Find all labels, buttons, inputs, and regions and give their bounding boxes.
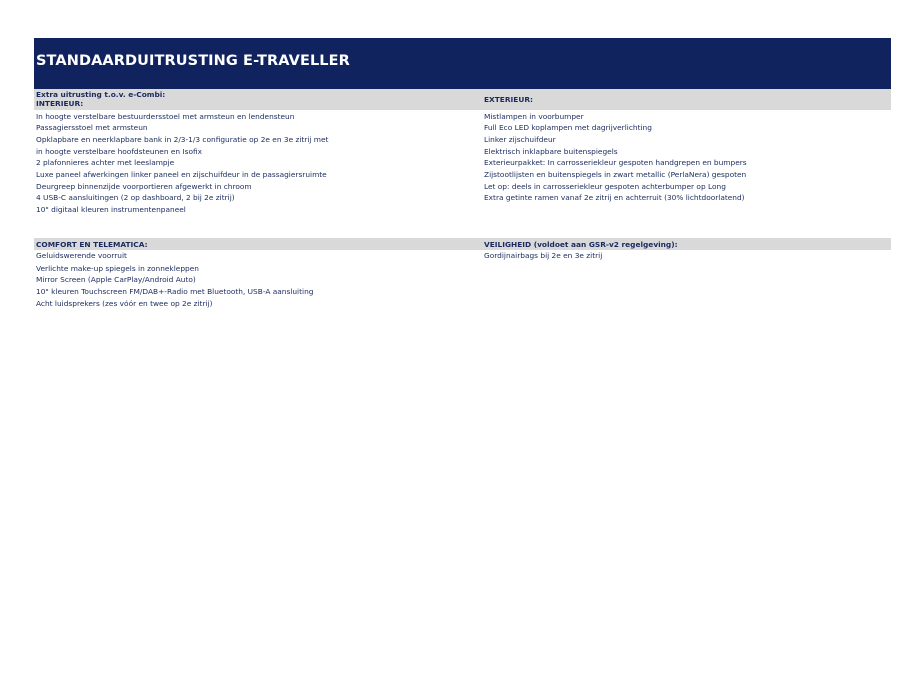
list-item: Let op: deels in carrosseriekleur gespoten achterbumper op Long <box>484 181 726 191</box>
list-item: Mirror Screen (Apple CarPlay/Android Auto) <box>36 275 196 285</box>
comfort-heading: COMFORT EN TELEMATICA: <box>36 239 148 249</box>
section-subtitle: Extra uitrusting t.o.v. e-Combi: <box>36 90 166 99</box>
list-item: Acht luidsprekers (zes vóór en twee op 2e zitrij) <box>36 298 213 308</box>
list-item: Passagiersstoel met armsteun <box>36 123 148 133</box>
exterieur-heading: EXTERIEUR: <box>484 94 533 104</box>
section-header <box>34 89 891 110</box>
list-item: 2 plafonnieres achter met leeslampje <box>36 158 175 168</box>
list-item: Linker zijschuifdeur <box>484 134 556 144</box>
veiligheid-list <box>484 250 602 262</box>
interieur-heading: INTERIEUR: <box>36 99 84 108</box>
title-bar <box>34 38 891 89</box>
list-item: in hoogte verstelbare hoofdsteunen en Isofix <box>36 146 203 156</box>
list-item: Full Eco LED koplampen met dagrijverlichting <box>484 123 652 133</box>
comfort-list <box>36 263 313 310</box>
comfort-first-item <box>36 250 127 262</box>
list-item: Extra getinte ramen vanaf 2e zitrij en achterruit (30% lichtdoorlatend) <box>484 193 745 203</box>
list-item: 10" digitaal kleuren instrumentenpaneel <box>36 205 186 215</box>
list-item: Mistlampen in voorbumper <box>484 111 584 121</box>
list-item: Verlichte make-up spiegels in zonnekleppen <box>36 263 199 273</box>
list-item: Gordijnairbags bij 2e en 3e zitrij <box>484 251 603 260</box>
section-interieur-exterieur <box>34 89 891 215</box>
page-title: STANDAARDUITRUSTING E-TRAVELLER <box>36 53 350 69</box>
list-item: In hoogte verstelbare bestuurdersstoel met armsteun en lendensteun <box>36 111 295 121</box>
list-item: 10" kleuren Touchscreen FM/DAB+-Radio met Bluetooth, USB-A aansluiting <box>36 286 314 296</box>
exterieur-list <box>484 111 747 205</box>
list-item: Deurgreep binnenzijde voorportieren afgewerkt in chroom <box>36 181 252 191</box>
section-header <box>34 238 891 250</box>
list-item: Opklapbare en neerklapbare bank in 2/3-1/3 configuratie op 2e en 3e zitrij met <box>36 134 329 144</box>
list-item: Luxe paneel afwerkingen linker paneel en zijschuifdeur in de passagiersruimte <box>36 170 327 180</box>
list-item: Exterieurpakket: In carrosseriekleur gespoten handgrepen en bumpers <box>484 158 747 168</box>
interieur-list <box>36 111 328 216</box>
list-item: Geluidswerende voorruit <box>36 251 127 260</box>
veiligheid-heading: VEILIGHEID (voldoet aan GSR-v2 regelgeving): <box>484 239 678 249</box>
section-comfort-veiligheid <box>34 238 891 308</box>
list-item: 4 USB-C aansluitingen (2 op dashboard, 2 bij 2e zitrij) <box>36 193 235 203</box>
list-item: Elektrisch inklapbare buitenspiegels <box>484 146 618 156</box>
list-item: Zijstootlijsten en buitenspiegels in zwart metallic (PerlaNera) gespoten <box>484 170 747 180</box>
